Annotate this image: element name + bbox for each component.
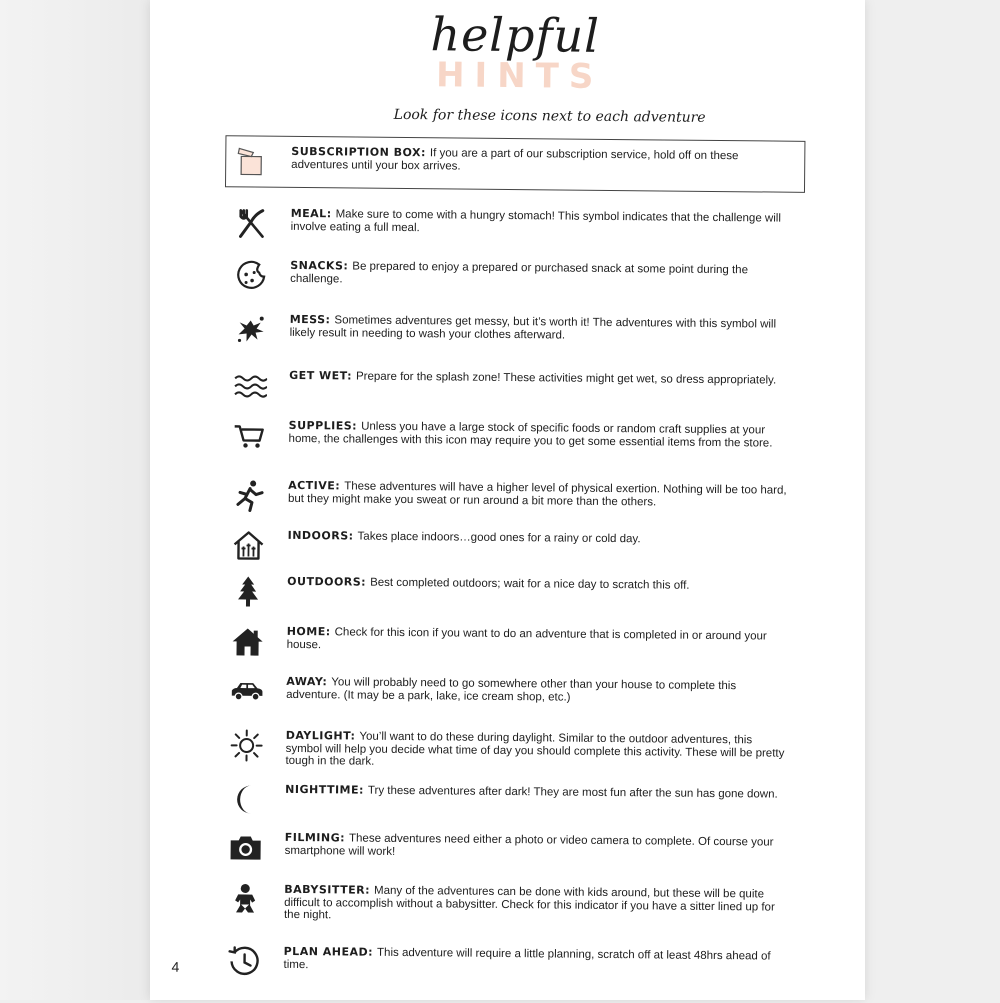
hint-description: These adventures will have a higher level of physical exertion. Nothing will be too hard, but they might make you sweat or run around a bit more than the others.	[287, 480, 787, 508]
hint-description: Many of the adventures can be done with kids around, but these will be quite difficult to accomplish without a babysitter. Check for this indicator if you have a sitter lined up for the night.	[283, 884, 775, 922]
hint-description: Check for this icon if you want to do an adventure that is completed in or around your house.	[286, 626, 767, 651]
hint-label: SUPPLIES:	[288, 418, 358, 433]
hint-label: SNACKS:	[290, 258, 349, 273]
hint-label: NIGHTTIME:	[285, 782, 365, 797]
hint-item-subscription-box	[233, 143, 793, 184]
hint-item-away	[228, 673, 788, 714]
cart-icon	[230, 417, 268, 453]
hint-label: MEAL:	[290, 206, 332, 221]
hint-description: This adventure will require a little planning, scratch off at least 48hrs ahead of time.	[283, 946, 771, 971]
hint-description: Unless you have a large stock of specific foods or random craft supplies at your home, the challenges with this icon may require you to get some essential items from the store.	[288, 420, 773, 450]
hint-label: DAYLIGHT:	[285, 728, 356, 743]
hint-label: HOME:	[286, 624, 331, 639]
waves-icon	[231, 367, 269, 403]
hint-item-active	[230, 477, 790, 518]
hint-item-babysitter	[226, 881, 786, 926]
hint-label: INDOORS:	[287, 528, 354, 543]
runner-icon	[230, 477, 268, 513]
hint-label: GET WET:	[289, 368, 353, 383]
hint-description: These adventures need either a photo or video camera to complete. Of course your smartphone will work!	[284, 832, 774, 858]
hint-description: Try these adventures after dark! They are most fun after the sun has gone down.	[367, 784, 778, 801]
moon-icon	[227, 781, 265, 817]
hint-label: OUTDOORS:	[287, 574, 367, 589]
page-content	[145, 0, 870, 1003]
hint-description: You will probably need to go somewhere other than your house to complete this adventure. (It may be a park, lake, ice cream shop, etc.)	[286, 676, 737, 704]
hint-item-home	[228, 623, 788, 664]
home-icon	[228, 623, 266, 659]
hint-item-supplies	[230, 417, 790, 458]
hint-item-meal	[232, 205, 792, 246]
hint-item-indoors	[229, 527, 789, 568]
hint-description: You’ll want to do these during daylight. Similar to the outdoor adventures, this symbol will help you decide what time of day you should complete this activity. These will be pretty tough in the dark.	[285, 730, 785, 768]
tree-icon	[229, 573, 267, 609]
camera-icon	[226, 829, 264, 865]
document-page	[150, 0, 865, 1000]
hint-description: Make sure to come with a hungry stomach! This symbol indicates that the challenge will involve eating a full meal.	[290, 208, 781, 234]
hint-label: AWAY:	[286, 674, 328, 689]
clock-icon	[225, 943, 263, 979]
sun-icon	[227, 727, 265, 763]
subtitle: Look for these icons next to each adventure	[393, 106, 706, 126]
hint-label: SUBSCRIPTION BOX:	[291, 144, 426, 160]
hint-label: BABYSITTER:	[284, 882, 371, 897]
utensils-icon	[232, 205, 270, 241]
title-helpful: helpful	[430, 7, 601, 63]
hint-item-filming	[226, 829, 786, 870]
hint-item-get-wet	[231, 367, 791, 408]
indoors-icon	[229, 527, 267, 563]
hint-label: PLAN AHEAD:	[283, 944, 374, 959]
hint-description: Takes place indoors…good ones for a rainy or cold day.	[357, 530, 641, 546]
hint-item-nighttime	[227, 781, 787, 822]
hint-item-mess	[231, 311, 791, 352]
baby-icon	[226, 881, 264, 917]
hint-description: Best completed outdoors; wait for a nice day to scratch this off.	[370, 576, 690, 592]
hint-label: MESS:	[289, 312, 331, 327]
car-icon	[228, 673, 266, 709]
hint-item-daylight	[227, 727, 787, 772]
cookie-icon	[232, 257, 270, 293]
hint-label: ACTIVE:	[288, 478, 341, 493]
splat-icon	[231, 311, 269, 347]
hint-description: Prepare for the splash zone! These activities might get wet, so dress appropriately.	[355, 370, 777, 387]
hint-item-outdoors	[229, 573, 789, 614]
page-number: 4	[171, 958, 180, 975]
hint-label: FILMING:	[284, 830, 346, 845]
box-icon	[233, 143, 271, 179]
hint-description: Be prepared to enjoy a prepared or purchased snack at some point during the challenge.	[290, 260, 749, 285]
title-hints-background: HINTS	[435, 55, 604, 97]
hint-item-snacks	[232, 257, 792, 298]
background-surface	[0, 0, 155, 1000]
hint-description: If you are a part of our subscription service, hold off on these adventures until your box arrives.	[291, 147, 739, 173]
hint-description: Sometimes adventures get messy, but it’s worth it! The adventures with this symbol will likely result in needing to wash your clothes afterward.	[289, 314, 777, 342]
hint-item-plan-ahead	[225, 943, 785, 984]
